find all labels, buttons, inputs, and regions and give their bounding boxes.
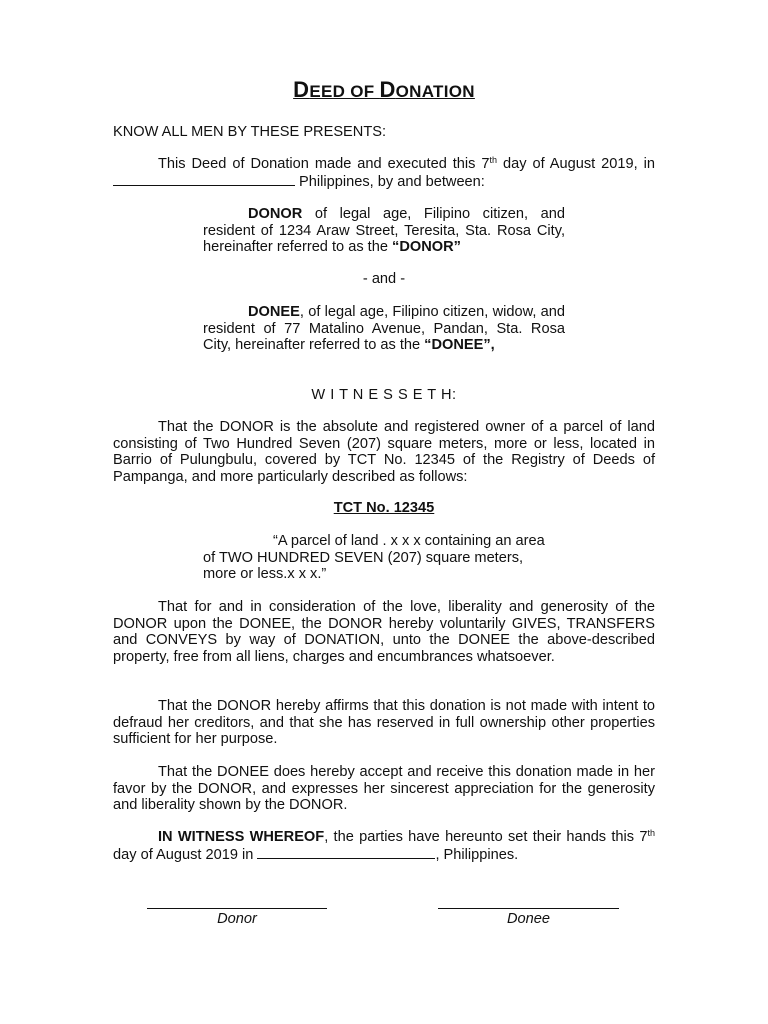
donee-signature-label: Donee xyxy=(506,911,550,927)
donor-signature-line xyxy=(147,908,327,909)
ordinal-suffix-2: th xyxy=(647,828,655,838)
donee-label: DONEE xyxy=(248,304,300,320)
donor-quoted: “DONOR” xyxy=(392,239,461,255)
ordinal-suffix: th xyxy=(489,155,498,165)
donor-label: DONOR xyxy=(248,206,303,222)
opening-text-2: day of August 2019, in xyxy=(497,156,655,172)
quote-line-2: of TWO HUNDRED SEVEN (207) square meters, xyxy=(203,549,524,566)
place-blank-line-2 xyxy=(257,846,435,859)
witness-whereof-label: IN WITNESS WHEREOF xyxy=(158,829,325,845)
donee-signature-line xyxy=(438,908,619,909)
acceptance-paragraph: That the DONEE does hereby accept and receive this donation made in her favor by the DONOR, and expresses her sincerest appreciation for the generosity and liberality shown by the DONOR. xyxy=(113,764,655,813)
donor-signature-label: Donor xyxy=(217,911,257,927)
intro-line: KNOW ALL MEN BY THESE PRESENTS: xyxy=(113,124,387,140)
donee-description: , of legal age, Filipino citizen, widow, and resident of 77 Matalino Avenue, Pandan, Sta. Rosa City, hereinafter referred to as the xyxy=(203,304,565,353)
quote-line-3: more or less.x x x.” xyxy=(203,566,327,582)
affirmation-paragraph: That the DONOR hereby affirms that this donation is not made with intent to defraud her creditors, and that she has reserved in full ownership other properties sufficient for her purpose. xyxy=(113,698,655,747)
document-title xyxy=(0,77,768,102)
witnesseth-heading: W I T N E S S E T H: xyxy=(311,387,457,403)
donor-party-block xyxy=(203,206,565,256)
title-initial-d: D xyxy=(293,77,310,102)
witness-text: , the parties have hereunto set their hands this 7 xyxy=(324,829,648,845)
title-part-onation: ONATION xyxy=(395,82,475,101)
ownership-paragraph: That the DONOR is the absolute and registered owner of a parcel of land consisting of Two Hundred Seven (207) square meters, more or less, located in Barrio of Pulungbulu, covered by TCT No. 12345 of the Registry of Deeds of Pampanga, and more particularly described as follows: xyxy=(113,419,655,485)
title-part-eed-of: EED OF xyxy=(309,82,380,101)
witness-text-3: , Philippines. xyxy=(435,846,519,863)
witness-text-2: day of August 2019 in xyxy=(113,846,258,863)
witness-whereof-paragraph xyxy=(113,829,655,863)
place-blank-line xyxy=(113,173,295,186)
quote-line-1: “A parcel of land . x x x containing an area xyxy=(273,533,545,549)
and-separator: - and - xyxy=(362,271,406,287)
donee-quoted: “DONEE”, xyxy=(424,337,495,353)
consideration-paragraph: That for and in consideration of the love, liberality and generosity of the DONOR upon the DONEE, the DONOR hereby voluntarily GIVES, TRANSFERS and CONVEYS by way of DONATION, unto the DONEE the above-described property, free from all liens, charges and encumbrances whatsoever. xyxy=(113,599,655,665)
tct-heading: TCT No. 12345 xyxy=(333,500,435,516)
donor-description: of legal age, Filipino citizen, and resident of 1234 Araw Street, Teresita, Sta. Rosa City, hereinafter referred to as the xyxy=(203,206,565,255)
title-initial-d-2: D xyxy=(379,77,396,102)
opening-paragraph xyxy=(113,156,655,190)
donee-party-block xyxy=(203,304,565,354)
opening-text-3: Philippines, by and between: xyxy=(295,173,485,190)
opening-text: This Deed of Donation made and executed this 7 xyxy=(158,156,490,172)
land-description-quote xyxy=(203,533,583,583)
